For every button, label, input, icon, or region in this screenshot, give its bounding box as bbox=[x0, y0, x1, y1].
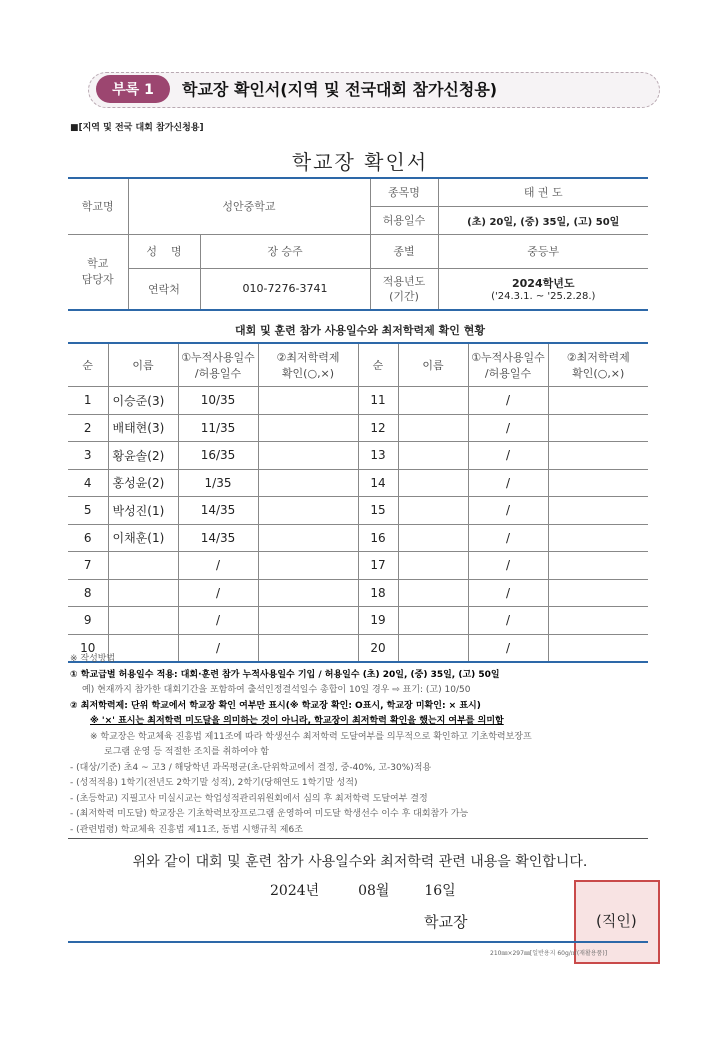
cell-check bbox=[548, 497, 648, 525]
cell-no: 4 bbox=[68, 469, 108, 497]
cell-check bbox=[258, 387, 358, 415]
cell-no: 11 bbox=[358, 387, 398, 415]
cell-no: 10 bbox=[68, 634, 108, 662]
cell-name: 박성진(1) bbox=[108, 497, 178, 525]
cell-check bbox=[548, 579, 648, 607]
cell-days: / bbox=[468, 497, 548, 525]
cell-name bbox=[398, 524, 468, 552]
cell-name bbox=[108, 607, 178, 635]
note-list-2: - (성적적용) 1학기(전년도 2학기말 성적), 2학기(당해연도 1학기말 성적) bbox=[70, 778, 358, 788]
cell-no: 1 bbox=[68, 387, 108, 415]
cell-no: 7 bbox=[68, 552, 108, 580]
cell-no: 16 bbox=[358, 524, 398, 552]
cell-check bbox=[548, 524, 648, 552]
usage-row bbox=[68, 497, 648, 525]
header-check: ②최저학력제 확인(○,×) bbox=[548, 343, 648, 387]
usage-table bbox=[68, 342, 648, 663]
appendix-badge: 부록 1 bbox=[96, 75, 170, 103]
paper-spec: 210㎜×297㎜[일반용지 60g/㎡(재활용품)] bbox=[490, 950, 608, 957]
note-2-b2: 로그램 운영 등 적절한 조치를 취하여야 함 bbox=[104, 747, 269, 757]
cell-no: 2 bbox=[68, 414, 108, 442]
year-cell bbox=[438, 268, 648, 310]
cell-check bbox=[548, 414, 648, 442]
year-period: ('24.3.1. ~ '25.2.28.) bbox=[491, 291, 596, 303]
seal-label: (직인) bbox=[596, 912, 637, 930]
year-label: 적용년도 (기간) bbox=[370, 268, 438, 310]
sport-value: 태 권 도 bbox=[438, 178, 648, 206]
confirm-statement: 위와 같이 대회 및 훈련 참가 사용일수와 최저학력 관련 내용을 확인합니다. bbox=[132, 854, 588, 870]
cell-name bbox=[398, 414, 468, 442]
cell-no: 17 bbox=[358, 552, 398, 580]
cell-name bbox=[398, 607, 468, 635]
cell-days: 1/35 bbox=[178, 469, 258, 497]
cell-name bbox=[398, 387, 468, 415]
cell-days: / bbox=[468, 634, 548, 662]
cell-no: 13 bbox=[358, 442, 398, 470]
cell-check bbox=[548, 552, 648, 580]
cell-days: / bbox=[468, 469, 548, 497]
cell-check bbox=[548, 607, 648, 635]
cell-days: / bbox=[468, 387, 548, 415]
date-day: 16일 bbox=[424, 883, 456, 899]
usage-row bbox=[68, 442, 648, 470]
cell-days: 10/35 bbox=[178, 387, 258, 415]
cell-no: 14 bbox=[358, 469, 398, 497]
cell-name: 황윤솔(2) bbox=[108, 442, 178, 470]
cell-name bbox=[398, 552, 468, 580]
cell-no: 15 bbox=[358, 497, 398, 525]
cell-no: 3 bbox=[68, 442, 108, 470]
cell-no: 5 bbox=[68, 497, 108, 525]
cell-no: 8 bbox=[68, 579, 108, 607]
division-value: 중등부 bbox=[438, 234, 648, 268]
cell-no: 20 bbox=[358, 634, 398, 662]
usage-header-row bbox=[68, 343, 648, 387]
note-1-example: 예) 현재까지 참가한 대회기간을 포함하여 출석인정결석일수 총합이 10일 경우 ⇨ 표기: (고) 10/50 bbox=[82, 685, 471, 695]
cell-name bbox=[108, 579, 178, 607]
note-list-4: - (최저학력 미도달) 학교장은 기초학력보장프로그램 운영하여 미도달 학생선수 이수 후 대회참가 가능 bbox=[70, 809, 469, 819]
notes-heading: ※ 작성방법 bbox=[70, 654, 116, 664]
cell-name: 이채훈(1) bbox=[108, 524, 178, 552]
contact-value: 010-7276-3741 bbox=[200, 268, 370, 310]
cell-days: / bbox=[468, 442, 548, 470]
date-month: 08월 bbox=[358, 883, 390, 899]
contact-label: 연락처 bbox=[128, 268, 200, 310]
cell-check bbox=[258, 414, 358, 442]
form-label: ■[지역 및 전국 대회 참가신청용] bbox=[70, 123, 204, 133]
note-2: ② 최저학력제: 단위 학교에서 학교장 확인 여부만 표시(※ 학교장 확인: O표시, 학교장 미확인: × 표시) bbox=[70, 700, 481, 711]
header-days: ①누적사용일수 /허용일수 bbox=[468, 343, 548, 387]
school-value: 성안중학교 bbox=[128, 178, 370, 234]
header-name: 이름 bbox=[398, 343, 468, 387]
usage-row bbox=[68, 469, 648, 497]
header-no: 순 bbox=[68, 343, 108, 387]
cell-no: 19 bbox=[358, 607, 398, 635]
cell-days: / bbox=[178, 552, 258, 580]
cell-days: 14/35 bbox=[178, 497, 258, 525]
cell-name bbox=[398, 579, 468, 607]
cell-check bbox=[548, 442, 648, 470]
usage-row bbox=[68, 607, 648, 635]
cell-days: / bbox=[468, 579, 548, 607]
school-label: 학교명 bbox=[68, 178, 128, 234]
cell-days: 14/35 bbox=[178, 524, 258, 552]
cell-no: 12 bbox=[358, 414, 398, 442]
days-label: 허용일수 bbox=[370, 206, 438, 234]
usage-title: 대회 및 훈련 참가 사용일수와 최저학력제 확인 현황 bbox=[235, 324, 485, 337]
date-year: 2024년 bbox=[270, 883, 320, 899]
cell-days: / bbox=[178, 634, 258, 662]
header-name: 이름 bbox=[108, 343, 178, 387]
cell-check bbox=[258, 469, 358, 497]
usage-row bbox=[68, 387, 648, 415]
year-value: 2024학년도 bbox=[512, 277, 575, 291]
days-value: (초) 20일, (중) 35일, (고) 50일 bbox=[438, 206, 648, 234]
usage-row bbox=[68, 524, 648, 552]
header-days: ①누적사용일수 /허용일수 bbox=[178, 343, 258, 387]
division-label: 종별 bbox=[370, 234, 438, 268]
note-2-a: ※ '×' 표시는 최저학력 미도달을 의미하는 것이 아니라, 학교장이 최저학력 확인을 했는지 여부를 의미함 bbox=[90, 716, 504, 726]
cell-days: / bbox=[468, 552, 548, 580]
cell-check bbox=[548, 469, 648, 497]
cell-check bbox=[258, 524, 358, 552]
note-list-1: - (대상/기준) 초4 ~ 고3 / 해당학년 과목평균(초-단위학교에서 결정, 중-40%, 고-30%)적용 bbox=[70, 762, 432, 773]
cell-days: / bbox=[178, 607, 258, 635]
cell-name bbox=[398, 469, 468, 497]
divider-top bbox=[68, 838, 648, 839]
note-2-b: ※ 학교장은 학교체육 진흥법 제11조에 따라 학생선수 최저학력 도달여부를 의무적으로 확인하고 기초학력보장프 bbox=[90, 731, 532, 742]
cell-no: 18 bbox=[358, 579, 398, 607]
teacher-label: 학교 담당자 bbox=[68, 234, 128, 310]
cell-name: 배태현(3) bbox=[108, 414, 178, 442]
header-check: ②최저학력제 확인(○,×) bbox=[258, 343, 358, 387]
principal-label: 학교장 bbox=[424, 913, 468, 931]
document-title: 학교장 확인서 bbox=[291, 150, 429, 174]
note-1: ① 학교급별 허용일수 적용: 대회·훈련 참가 누적사용일수 기입 / 허용일수 (초) 20일, (중) 35일, (고) 50일 bbox=[70, 669, 500, 680]
cell-check bbox=[258, 552, 358, 580]
sport-label: 종목명 bbox=[370, 178, 438, 206]
name-value: 장 승주 bbox=[200, 234, 370, 268]
usage-row bbox=[68, 552, 648, 580]
cell-no: 6 bbox=[68, 524, 108, 552]
cell-days: / bbox=[468, 607, 548, 635]
issue-date bbox=[270, 880, 456, 900]
name-label: 성 명 bbox=[128, 234, 200, 268]
cell-days: 16/35 bbox=[178, 442, 258, 470]
cell-name: 홍성윤(2) bbox=[108, 469, 178, 497]
cell-days: 11/35 bbox=[178, 414, 258, 442]
cell-name bbox=[398, 497, 468, 525]
cell-no: 9 bbox=[68, 607, 108, 635]
school-info-table bbox=[68, 177, 648, 311]
cell-days: / bbox=[178, 579, 258, 607]
cell-check bbox=[258, 442, 358, 470]
cell-days: / bbox=[468, 524, 548, 552]
cell-check bbox=[258, 579, 358, 607]
cell-check bbox=[258, 497, 358, 525]
cell-check bbox=[258, 607, 358, 635]
cell-days: / bbox=[468, 414, 548, 442]
divider-bottom bbox=[68, 941, 648, 943]
note-list-5: - (관련법령) 학교체육 진흥법 제11조, 동법 시행규칙 제6조 bbox=[70, 824, 303, 835]
notes-section bbox=[70, 652, 650, 838]
appendix-title: 학교장 확인서(지역 및 전국대회 참가신청용) bbox=[182, 80, 498, 99]
usage-row bbox=[68, 414, 648, 442]
cell-check bbox=[548, 387, 648, 415]
note-list-3: - (초등학교) 지필고사 미실시교는 학업성적관리위원회에서 심의 후 최저학력 도달여부 결정 bbox=[70, 793, 428, 804]
cell-name bbox=[398, 442, 468, 470]
usage-row bbox=[68, 579, 648, 607]
cell-name bbox=[108, 552, 178, 580]
cell-name: 이승준(3) bbox=[108, 387, 178, 415]
header-no: 순 bbox=[358, 343, 398, 387]
